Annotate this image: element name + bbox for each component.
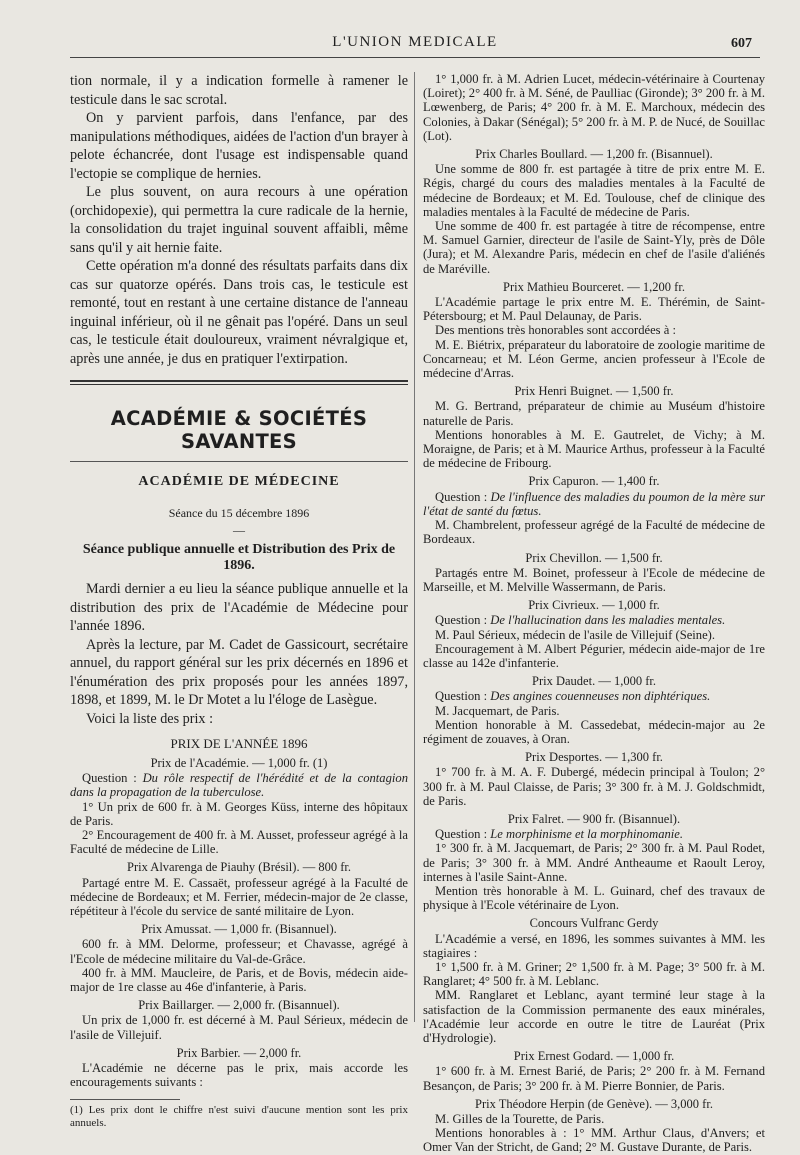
header-rule xyxy=(70,57,760,58)
prize-line: M. E. Biétrix, préparateur du laboratoire de zoologie maritime de Concarneau; et M. Léon Germe, ancien professeur à l'Ecole de médecine d'Arras. xyxy=(423,337,765,381)
year-heading: PRIX DE L'ANNÉE 1896 xyxy=(170,736,308,751)
page-number: 607 xyxy=(731,36,752,51)
prize-line: Mentions honorables à : 1° MM. Arthur Claus, d'Anvers; et Omer Van der Stricht, de Gand; 2° M. Gustave Durante, de Paris. xyxy=(423,1126,765,1155)
section-rule xyxy=(70,380,408,385)
prize-heading: Prix Amussat. — 1,000 fr. (Bisannuel). xyxy=(141,922,337,937)
prize-line: L'Académie partage le prix entre M. E. Thérémin, de Saint-Pétersbourg; et M. Paul Delaunay, de Paris. xyxy=(423,295,765,324)
running-header xyxy=(70,30,760,58)
column-divider xyxy=(414,72,415,1022)
prize-heading: Prix Daudet. — 1,000 fr. xyxy=(532,674,656,689)
footnote: (1) Les prix dont le chiffre n'est suivi d'aucune mention sont les prix annuels. xyxy=(70,1104,408,1129)
right-column xyxy=(423,72,765,1155)
prize-heading: Prix Mathieu Bourceret. — 1,200 fr. xyxy=(503,279,685,294)
prize-heading: Prix Falret. — 900 fr. (Bisannuel). xyxy=(507,811,681,826)
prize-list-right xyxy=(423,147,765,1155)
prize-line: M. Jacquemart, de Paris. xyxy=(435,703,560,718)
seance-paragraph: Voici la liste des prix : xyxy=(86,710,214,727)
prize-line: M. Chambrelent, professeur agrégé de la Faculté de médecine de Bordeaux. xyxy=(423,518,765,547)
prize-line: Un prix de 1,000 fr. est décerné à M. Paul Sérieux, médecin de l'asile de Villejuif. xyxy=(70,1013,408,1042)
seance-paragraph: Après la lecture, par M. Cadet de Gassicourt, secrétaire annuel, du rapport général sur les prix décernés en 1896 et l'énumération des prix proposés pour les années 1897, 1898, et 1899, M. le Dr Motet a lu l'éloge de Lasègue. xyxy=(70,636,408,708)
prize-line: 600 fr. à MM. Delorme, professeur; et Chavasse, agrégé à l'Ecole de médecine militaire du Val-de-Grâce. xyxy=(70,937,408,966)
intro-text xyxy=(70,72,408,368)
prize-line: 1° 700 fr. à M. A. F. Dubergé, médecin principal à Toulon; 2° 300 fr. à M. Paul Claisse, de Paris; 3° 300 fr. à M. J. Goldschmidt, de Paris. xyxy=(423,765,765,808)
prize-question xyxy=(423,613,765,627)
prize-line: 400 fr. à MM. Maucleire, de Paris, et de Bovis, médecin aide-major de 1re classe au 46e d'infanterie, à Paris. xyxy=(70,965,408,995)
prize-line: Partagé entre M. E. Cassaët, professeur agrégé à la Faculté de médecine de Bordeaux; et M. Ferrier, médecin-major de 2e classe, répétiteur à l'école du service de santé militaire de Lyon. xyxy=(70,875,408,919)
prize-line: MM. Ranglaret et Leblanc, ayant terminé leur stage à la satisfaction de la Commission permanente des eaux minérales, l'Académie leur accorde en outre le titre de Lauréat (Prix d'Hydrologie). xyxy=(423,988,765,1045)
intro-paragraph: Le plus souvent, on aura recours à une opération (orchidopexie), qui permettra la cure radicale de la hernie, la consolidation du trajet inguinal souvent affaibli, même sans qu'il y ait hernie faite. xyxy=(70,184,408,256)
seance-text xyxy=(70,580,408,728)
intro-paragraph: Cette opération m'a donné des résultats parfaits dans dix cas sur quatorze opérés. Dans trois cas, le testicule est remonté, tout en restant à une certaine distance de l'anneau inguinal inférieur, où il ne gênait pas l'opéré. Dans un seul cas, le testicule était douloureux, vraiment névralgique et, après une année, je dus en pratiquer l'extirpation. xyxy=(70,258,408,367)
prize-line: Une somme de 800 fr. est partagée à titre de prix entre M. E. Régis, chargé du cours des maladies mentales à la Faculté de médecine de Bordeaux; et M. Ed. Toulouse, chef de clinique des maladies mentales à la Faculté de médecine de Paris. xyxy=(423,162,765,219)
prize-line: L'Académie a versé, en 1896, les sommes suivantes à MM. les stagiaires : xyxy=(423,931,765,960)
prize-line: 1° 1,000 fr. à M. Adrien Lucet, médecin-vétérinaire à Courtenay (Loiret); 2° 400 fr. à M. Séné, de Paulliac (Gironde); 3° 200 fr. à M. Lœwenberg, de Paris; 4° 200 fr. à M. E. Marchoux, médecin des Colonies, à Dakar (Sénégal); 5° 200 fr. à M. P. de Nucé, de Souillac (Lot). xyxy=(423,72,765,143)
question-text: Des angines couenneuses non diphtériques. xyxy=(490,689,711,704)
prize-heading: Prix Charles Boullard. — 1,200 fr. (Bisannuel). xyxy=(475,147,713,162)
prize-heading: Prix de l'Académie. — 1,000 fr. (1) xyxy=(150,756,328,770)
prize-line: Encouragement à M. Albert Pégurier, médecin aide-major de 1re classe au 142e d'infanterie. xyxy=(423,641,765,670)
prize-question xyxy=(423,689,765,703)
seance-paragraph: Mardi dernier a eu lieu la séance publique annuelle et la distribution des prix de l'Académie de Médecine pour l'année 1896. xyxy=(70,581,408,634)
intro-paragraph: tion normale, il y a indication formelle à ramener le testicule dans le sac scrotal. xyxy=(70,73,408,108)
prize-line: L'Académie ne décerne pas le prix, mais accorde les encouragements suivants : xyxy=(70,1061,408,1090)
left-column xyxy=(70,72,408,1129)
prize-heading: Concours Vulfranc Gerdy xyxy=(529,916,659,931)
right-opening xyxy=(423,72,765,143)
question-text: Du rôle respectif de l'hérédité et de la contagion dans la propagation de la tuberculose. xyxy=(70,771,408,800)
prize-line: Mention honorable à M. Cassedebat, médecin-major au 2e régiment de zouaves, à Oran. xyxy=(423,717,765,746)
prize-heading: Prix Desportes. — 1,300 fr. xyxy=(525,750,663,765)
prize-heading: Prix Théodore Herpin (de Genève). — 3,000 fr. xyxy=(475,1096,713,1111)
prize-line: 1° Un prix de 600 fr. à M. Georges Küss, interne des hôpitaux de Paris. xyxy=(70,799,408,828)
prize-line: M. G. Bertrand, préparateur de chimie au Muséum d'histoire naturelle de Paris. xyxy=(423,399,765,428)
prize-line: 1° 600 fr. à M. Ernest Barié, de Paris; 2° 200 fr. à M. Fernand Besançon, de Paris; 3° 200 fr. à M. Pierre Bonnier, de Paris. xyxy=(423,1064,765,1093)
section-title-rule xyxy=(70,461,408,462)
prize-heading: Prix Civrieux. — 1,000 fr. xyxy=(528,598,660,613)
prize-line: M. Gilles de la Tourette, de Paris. xyxy=(435,1112,605,1127)
prize-line: Mentions honorables à M. E. Gautrelet, de Vichy; à M. Moraigne, de Paris; et à M. Maurice Arthus, professeur à la Faculté de médecine de Fribourg. xyxy=(423,427,765,471)
prize-heading: Prix Ernest Godard. — 1,000 fr. xyxy=(513,1049,675,1064)
academy-title: ACADÉMIE DE MÉDECINE xyxy=(138,474,340,489)
question-label: Question : xyxy=(435,489,491,504)
prize-heading: Prix Barbier. — 2,000 fr. xyxy=(176,1045,302,1060)
prize-line: M. Paul Sérieux, médecin de l'asile de Villejuif (Seine). xyxy=(435,627,716,642)
question-text: Le morphinisme et la morphinomanie. xyxy=(490,827,684,842)
prize-question xyxy=(70,771,408,799)
prize-question xyxy=(423,827,765,841)
prize-line: 2° Encouragement de 400 fr. à M. Ausset, professeur agrégé à la Faculté de médecine de Lille. xyxy=(70,828,408,857)
seance-dash: — xyxy=(233,523,245,537)
prize-heading: Prix Henri Buignet. — 1,500 fr. xyxy=(514,384,674,399)
prize-heading: Prix Alvarenga de Piauhy (Brésil). — 800 fr. xyxy=(127,860,351,875)
footnote-rule xyxy=(70,1099,180,1100)
section-title: ACADÉMIE & SOCIÉTÉS SAVANTES xyxy=(110,407,368,453)
seance-heading: Séance publique annuelle et Distribution des Prix de 1896. xyxy=(82,542,396,573)
prize-line: Une somme de 400 fr. est partagée à titre de récompense, entre M. Samuel Garnier, directeur de l'asile de Saint-Yly, près de Dôle (Jura); et M. Alexandre Paris, médecin en chef de l'asile d'aliénés de Maréville. xyxy=(423,219,765,276)
prize-heading: Prix Chevillon. — 1,500 fr. xyxy=(525,550,663,565)
prize-line: Mention très honorable à M. L. Guinard, chef des travaux de physique à l'Ecole vétérinaire de Lyon. xyxy=(423,883,765,913)
question-label: Question : xyxy=(435,689,491,704)
prize-heading: Prix Capuron. — 1,400 fr. xyxy=(528,474,660,489)
intro-paragraph: On y parvient parfois, dans l'enfance, par des manipulations méthodiques, aidées de l'action d'un brayer à pelote échancrée, dont l'usage est indispensable quand l'ectopie se complique de hernies. xyxy=(70,110,408,182)
prize-line: Des mentions très honorables sont accordées à : xyxy=(435,323,676,338)
question-label: Question : xyxy=(435,827,491,842)
prize-line: 1° 1,500 fr. à M. Griner; 2° 1,500 fr. à M. Page; 3° 500 fr. à M. Ranglaret; 4° 500 fr. à M. Leblanc. xyxy=(423,959,765,989)
question-text: De l'hallucination dans les maladies mentales. xyxy=(490,613,726,628)
seance-date: Séance du 15 décembre 1896 xyxy=(168,506,310,520)
question-label: Question : xyxy=(435,613,491,628)
running-title: L'UNION MEDICALE xyxy=(332,34,498,50)
prize-line: Partagés entre M. Boinet, professeur à l'Ecole de médecine de Marseille, et M. Melville Wassermann, de Paris. xyxy=(423,565,765,594)
question-text: De l'influence des maladies du poumon de la mère sur l'état de santé du fœtus. xyxy=(423,489,765,518)
prize-list-left xyxy=(70,756,408,1089)
prize-heading: Prix Baillarger. — 2,000 fr. (Bisannuel). xyxy=(138,998,340,1013)
prize-line: 1° 300 fr. à M. Jacquemart, de Paris; 2° 300 fr. à M. Paul Rodet, de Paris; 3° 300 fr. à MM. André Antheaume et Raoult Leroy, internes à l'asile Saint-Anne. xyxy=(423,841,765,884)
prize-question xyxy=(423,490,765,518)
question-label: Question : xyxy=(82,771,143,786)
